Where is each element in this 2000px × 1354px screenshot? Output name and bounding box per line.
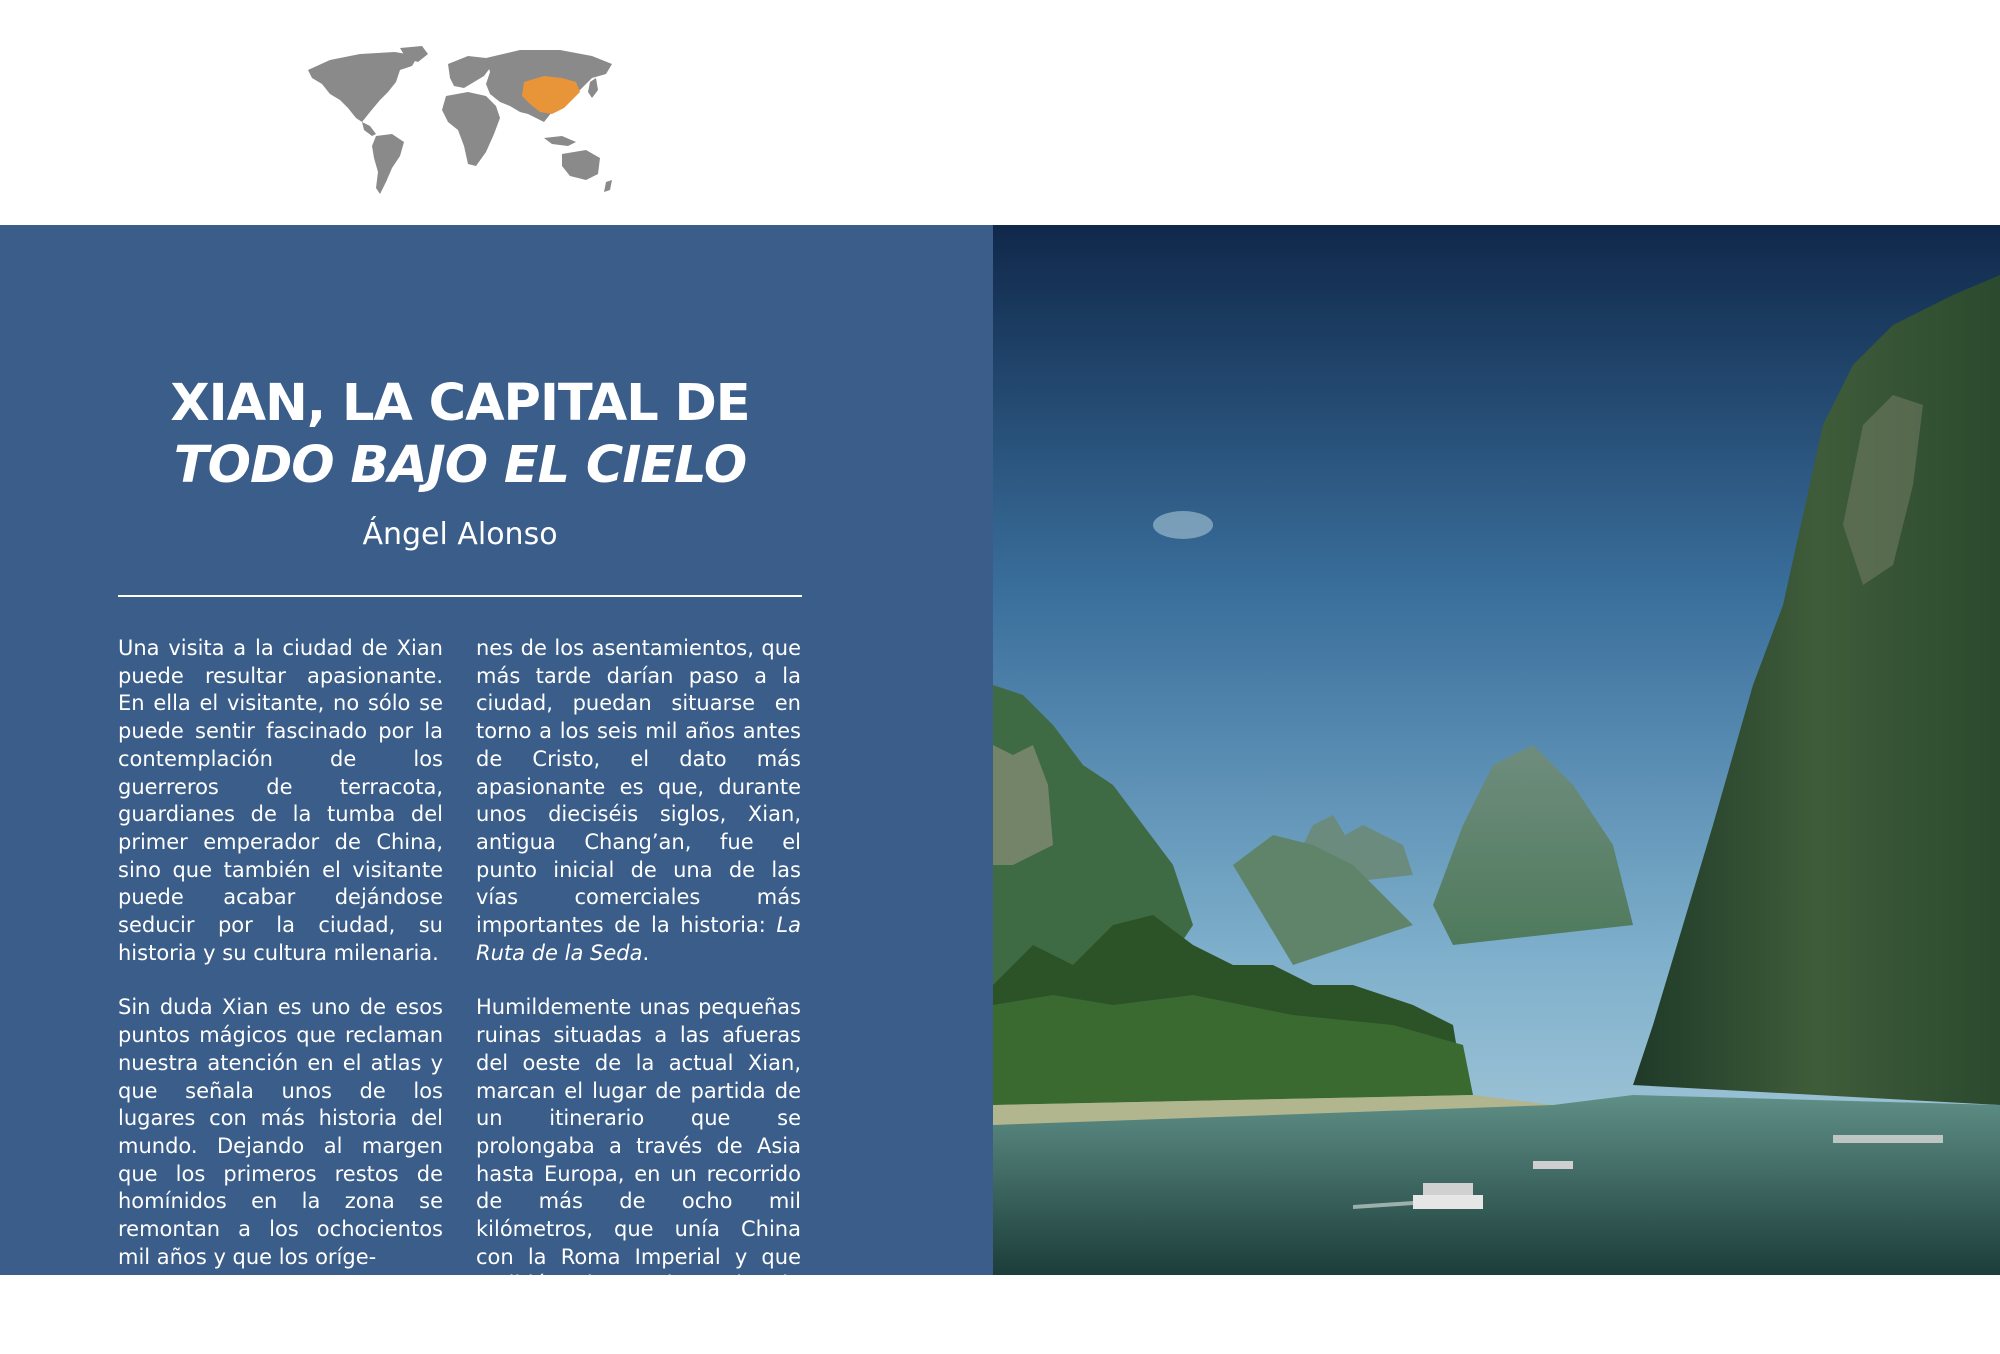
- landscape-image: [993, 225, 2000, 1275]
- japan-shape: [588, 78, 598, 98]
- title-line-2: TODO BAJO EL CIELO: [173, 436, 747, 495]
- world-map-icon: [300, 42, 620, 202]
- landscape-photo: [993, 225, 2000, 1275]
- indonesia-shape: [544, 136, 576, 146]
- new-zealand-shape: [604, 180, 612, 192]
- river: [993, 1095, 2000, 1275]
- text-column-left: [118, 635, 443, 1298]
- australia-shape: [562, 150, 600, 180]
- silk-road-italic: La Ruta de la Seda: [476, 913, 801, 965]
- top-band: [0, 0, 2000, 225]
- paragraph: Humildemente unas pequeñas ruinas situadas a las afueras del oeste de la actual Xian, marcan el lugar de partida de un itinerario que se prolongaba a través de Asia hasta Europa, en un recorrido de más de ocho mil kilómetros, que unía China con la Roma Imperial y que recibió el nombre de la principal mer-: [476, 995, 801, 1325]
- article-panel: [0, 225, 993, 1325]
- divider: [118, 595, 802, 597]
- paragraph-end: .: [642, 940, 650, 965]
- article-author: Ángel Alonso: [362, 517, 558, 552]
- title-line-1: XIAN, LA CAPITAL DE: [170, 374, 750, 433]
- article-title: [0, 373, 920, 497]
- paragraph: Una visita a la ciudad de Xian puede resultar apasionante. En ella el visitante, no sólo se puede sentir fascinado por la contemplación de los guerreros de terracota, guardianes de la tumba del primer emperador de China, sino que también el visitante puede acabar dejándose seducir por la ciudad, su historia y su cultura milenaria.: [118, 636, 443, 965]
- europe-shape: [448, 56, 490, 88]
- paragraph: Sin duda Xian es uno de esos puntos mágicos que reclaman nuestra atención en el atlas y que señala unos de los lugares con más historia del mundo. Dejando al margen que los primeros restos de homínidos en la zona se remontan a los ochocientos mil años y que los oríge-: [118, 995, 443, 1269]
- north-america-shape: [308, 52, 418, 122]
- south-america-shape: [372, 134, 404, 194]
- paragraph-text: nes de los asentamientos, que más tarde darían paso a la ciudad, puedan situarse en torno a los seis mil años antes de Cristo, el dato más apasionante es que, durante unos dieciséis siglos, Xian, antigua Chang’an, fue el punto inicial de una de las vías comerciales más importantes de la historia:: [476, 636, 801, 938]
- boat: [1413, 1195, 1483, 1209]
- central-america-shape: [362, 122, 376, 136]
- paragraph: [476, 635, 801, 967]
- africa-shape: [442, 92, 500, 166]
- text-column-right: [476, 635, 801, 1354]
